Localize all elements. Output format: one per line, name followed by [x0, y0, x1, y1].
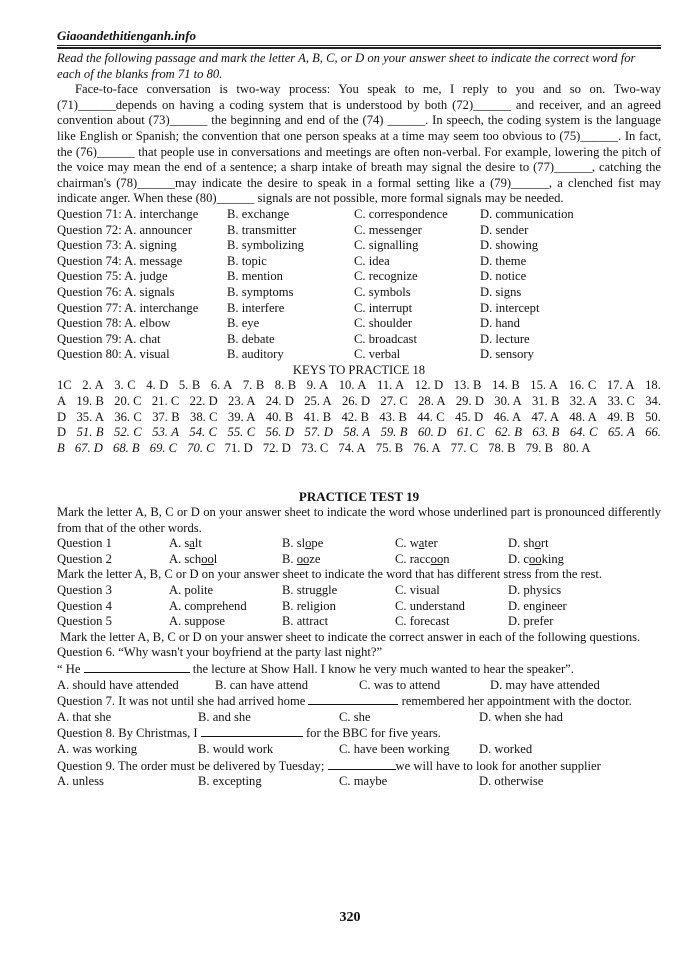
- option-b: B. debate: [227, 331, 275, 346]
- option-q: Question 80: A. visual: [57, 347, 170, 362]
- option-b: B. mention: [227, 269, 283, 284]
- correct-answer-instruction: Mark the letter A, B, C or D on your answer sheet to indicate the correct answer in each of the following questions.: [60, 629, 641, 644]
- key-item: 21. C: [151, 394, 180, 409]
- q9-options: [57, 774, 661, 790]
- key-item: 26. D: [341, 394, 371, 409]
- q9-blank: [328, 758, 396, 770]
- q6-blank: [84, 661, 190, 673]
- key-item: 68. B: [113, 440, 140, 455]
- q8-options: [57, 742, 661, 758]
- q6-option-d: D. may have attended: [490, 677, 600, 692]
- key-item: 16. C: [568, 378, 597, 393]
- key-item: 19. B: [76, 394, 104, 409]
- q7-option-d: D. when she had: [479, 709, 563, 724]
- option-a: A. salt: [169, 536, 202, 551]
- option-q: Question 71: A. interchange: [57, 206, 199, 221]
- stress-row: [57, 583, 661, 599]
- key-item: 27. C: [380, 394, 408, 409]
- reading-questions: [57, 207, 661, 363]
- q8-option-a: A. was working: [57, 741, 138, 756]
- key-item: 47. A: [531, 409, 559, 424]
- key-item: 51. B: [76, 425, 104, 440]
- document-page: [57, 28, 661, 790]
- q9-option-b: B. excepting: [198, 774, 262, 789]
- key-item: 55. C: [227, 425, 256, 440]
- key-item: 45. D: [455, 409, 484, 424]
- stress-instruction: Mark the letter A, B, C or D on your answer sheet to indicate the word that has different stress from the rest.: [57, 567, 603, 582]
- q8-option-d: D. worked: [479, 741, 533, 756]
- option-q: Question 75: A. judge: [57, 269, 168, 284]
- stress-row: [57, 614, 661, 630]
- key-item: 67. D: [74, 440, 103, 455]
- key-item: 25. A: [304, 394, 332, 409]
- key-item: 2. A: [82, 378, 104, 393]
- question-7: [57, 693, 661, 725]
- pronunciation-row: [57, 536, 661, 552]
- keys-title: KEYS TO PRACTICE 18: [292, 362, 426, 377]
- key-item: 57. D: [304, 425, 333, 440]
- option-d: D. sender: [480, 222, 529, 237]
- q7-option-b: B. and she: [198, 709, 251, 724]
- option-d: D. notice: [480, 269, 527, 284]
- option-d: D. short: [508, 536, 549, 551]
- q8-option-b: B. would work: [198, 741, 274, 756]
- option-q: Question 72: A. announcer: [57, 222, 193, 237]
- key-item: 24. D: [265, 394, 294, 409]
- key-item: 6. A: [210, 378, 233, 393]
- key-item: 44. C: [417, 409, 445, 424]
- key-item: 34. D: [57, 394, 661, 424]
- q9-sentence: Question 9. The order must be delivered by Tuesday; we will have to look for another supplier: [57, 758, 601, 773]
- option-b: B. eye: [227, 316, 260, 331]
- q7-options: [57, 710, 661, 726]
- key-item: 14. B: [492, 378, 520, 393]
- option-c: C. raccoon: [395, 551, 450, 566]
- key-item: 42. B: [341, 409, 369, 424]
- option-b: B. attract: [282, 614, 329, 629]
- key-item: 35. A: [76, 409, 104, 424]
- option-a: A. polite: [169, 583, 214, 597]
- option-d: D. prefer: [508, 614, 554, 629]
- option-d: D. signs: [480, 284, 522, 299]
- option-a: A. school: [169, 551, 218, 566]
- key-item: 78. B: [488, 440, 516, 455]
- pronunciation-questions: [57, 536, 661, 567]
- question-label: Question 1: [57, 536, 112, 551]
- reading-question-row: [57, 347, 661, 363]
- key-item: 53. A: [152, 425, 179, 440]
- key-item: 40. B: [265, 409, 294, 424]
- option-c: C. water: [395, 536, 438, 551]
- option-c: C. interrupt: [354, 300, 413, 315]
- key-item: 8. B: [274, 378, 297, 393]
- key-item: 73. C: [300, 440, 329, 455]
- option-b: B. interfere: [227, 300, 285, 315]
- key-item: 17. A: [606, 378, 635, 393]
- q9-option-d: D. otherwise: [479, 774, 544, 789]
- key-item: 75. B: [375, 440, 404, 455]
- option-d: D. communication: [480, 206, 574, 221]
- key-item: 4. D: [146, 378, 169, 393]
- key-item: 9. A: [306, 378, 329, 393]
- option-d: D. engineer: [508, 598, 567, 613]
- option-d: D. cooking: [508, 551, 564, 566]
- option-d: D. physics: [508, 583, 562, 597]
- q7-option-a: A. that she: [57, 709, 112, 724]
- option-c: C. idea: [354, 253, 390, 268]
- key-item: 61. C: [456, 425, 485, 440]
- key-item: 31. B: [532, 394, 560, 409]
- option-q: Question 77: A. interchange: [57, 300, 199, 315]
- option-q: Question 73: A. signing: [57, 238, 177, 253]
- option-b: B. symptoms: [227, 284, 294, 299]
- question-label: Question 2: [57, 551, 112, 566]
- test-title: PRACTICE TEST 19: [298, 489, 420, 505]
- key-item: 80. A: [563, 440, 591, 455]
- option-c: C. correspondence: [354, 206, 448, 221]
- q7-sentence: Question 7. It was not until she had arrived home remembered her appointment with the doctor.: [57, 694, 632, 709]
- reading-instruction: Read the following passage and mark the letter A, B, C, or D on your answer sheet to indicate the correct word for each of the blanks from 71 to 80.: [57, 51, 636, 81]
- option-d: D. intercept: [480, 300, 540, 315]
- key-item: 36. C: [114, 409, 142, 424]
- reading-question-row: [57, 316, 661, 332]
- site-header: Giaoandethitienganh.info: [57, 28, 197, 43]
- option-c: C. symbols: [354, 284, 411, 299]
- key-item: 71. D: [224, 440, 253, 455]
- q7-option-c: C. she: [339, 709, 371, 724]
- key-item: 23. A: [228, 394, 256, 409]
- reading-question-row: [57, 285, 661, 301]
- key-item: 10. A: [338, 378, 367, 393]
- question-label: Question 5: [57, 614, 112, 629]
- reading-passage: [57, 82, 661, 207]
- q8-sentence: Question 8. By Christmas, I for the BBC for five years.: [57, 726, 441, 741]
- option-c: C. understand: [395, 598, 465, 613]
- question-6: [57, 645, 661, 693]
- option-b: B. symbolizing: [227, 238, 304, 253]
- option-c: C. forecast: [395, 614, 450, 629]
- question-9: [57, 758, 661, 790]
- option-d: D. showing: [480, 238, 539, 253]
- option-a: A. comprehend: [169, 598, 247, 613]
- key-item: 11. A: [376, 378, 405, 393]
- key-item: 58. A: [343, 425, 371, 440]
- option-c: C. signalling: [354, 238, 419, 253]
- option-b: B. exchange: [227, 206, 290, 221]
- key-item: 79. B: [525, 440, 553, 455]
- key-item: 30. A: [494, 394, 522, 409]
- option-c: C. messenger: [354, 222, 422, 237]
- stress-questions: [57, 583, 661, 630]
- q8-blank: [201, 725, 303, 737]
- reading-question-row: [57, 207, 661, 223]
- q6-options: [57, 678, 661, 694]
- key-item: 15. A: [530, 378, 558, 393]
- key-item: 56. D: [265, 425, 295, 440]
- key-item: 70. C: [187, 440, 215, 455]
- option-b: B. transmitter: [227, 222, 297, 237]
- key-item: 39. A: [227, 409, 256, 424]
- reading-question-row: [57, 269, 661, 285]
- option-b: B. struggle: [282, 583, 338, 597]
- key-item: 33. C: [607, 394, 635, 409]
- question-label: Question 3: [57, 583, 112, 597]
- key-item: 63. B: [532, 425, 560, 440]
- key-item: 5. B: [178, 378, 201, 393]
- option-b: B. ooze: [282, 551, 321, 566]
- key-item: 49. B: [607, 409, 635, 424]
- key-item: 29. D: [455, 394, 484, 409]
- stress-row: [57, 599, 661, 615]
- option-b: B. auditory: [227, 347, 284, 362]
- key-item: 69. C: [149, 440, 178, 455]
- option-a: A. suppose: [169, 614, 225, 629]
- option-c: C. shoulder: [354, 316, 413, 331]
- key-item: 60. D: [418, 425, 447, 440]
- key-item: 3. C: [114, 378, 136, 393]
- keys-list: [57, 378, 661, 456]
- key-item: 7. B: [242, 378, 265, 393]
- question-8: [57, 725, 661, 757]
- key-item: 74. A: [338, 440, 366, 455]
- q6-sentence: “ He the lecture at Show Hall. I know he very much wanted to hear the speaker”.: [57, 661, 574, 676]
- key-item: 13. B: [453, 378, 482, 393]
- option-b: B. topic: [227, 253, 267, 268]
- option-d: D. lecture: [480, 331, 530, 346]
- key-item: 72. D: [262, 440, 291, 455]
- question-label: Question 4: [57, 598, 112, 613]
- option-q: Question 79: A. chat: [57, 331, 161, 346]
- key-item: 12. D: [414, 378, 444, 393]
- option-d: D. hand: [480, 316, 520, 331]
- option-q: Question 76: A. signals: [57, 284, 175, 299]
- reading-question-row: [57, 238, 661, 254]
- reading-question-row: [57, 301, 661, 317]
- key-item: 54. C: [189, 425, 218, 440]
- key-item: 52. C: [114, 425, 142, 440]
- reading-question-row: [57, 332, 661, 348]
- passage-text: Face-to-face conversation is two-way process: You speak to me, I reply to you and so on. Two-way (71)______depends on having a coding system that is understood by both (72)______ and receiver, and an agreed convention about (73)______ the beginning and end of the (74) ______. In speech, the coding system is the language like English or Spanish; the convention that one person speaks at a time may seem too obvious to (75)______. In fact, the (76)______ that people use in conversations and meetings are often non-verbal. For example, lowering the pitch of the voice may mean the end of a sentence; a sharp intake of breath may signal the desire to (77)______, catching the chairman's (78)______may indicate the desire to speak in a formal setting like a (79)______, a clenched fist may indicate anger. When these (80)______ signals are not possible, more formal signals may be needed.: [57, 82, 661, 206]
- page-number: 320: [339, 910, 361, 925]
- key-item: 62. B: [494, 425, 522, 440]
- key-item: 22. D: [189, 394, 218, 409]
- key-item: 37. B: [152, 409, 180, 424]
- option-b: B. religion: [282, 598, 336, 613]
- q6-option-c: C. was to attend: [359, 677, 441, 692]
- key-item: 46. A: [493, 409, 522, 424]
- option-c: C. broadcast: [354, 331, 417, 346]
- key-item: 1C: [57, 378, 72, 393]
- option-c: C. recognize: [354, 269, 418, 284]
- header-rule: [57, 45, 661, 49]
- option-d: D. sensory: [480, 347, 534, 362]
- reading-question-row: [57, 223, 661, 239]
- key-item: 65. A: [608, 425, 635, 440]
- reading-question-row: [57, 254, 661, 270]
- q9-option-c: C. maybe: [339, 774, 388, 789]
- key-item: 38. C: [190, 409, 218, 424]
- q6-stem: Question 6. “Why wasn't your boyfriend at the party last night?”: [57, 645, 383, 660]
- key-item: 59. B: [380, 425, 408, 440]
- key-item: 66. B: [57, 425, 661, 455]
- q8-option-c: C. have been working: [339, 741, 450, 756]
- key-item: 48. A: [569, 409, 597, 424]
- option-c: C. verbal: [354, 347, 401, 362]
- option-q: Question 78: A. elbow: [57, 316, 171, 331]
- q6-option-b: B. can have attend: [215, 677, 309, 692]
- q9-option-a: A. unless: [57, 774, 104, 789]
- option-c: C. visual: [395, 583, 440, 597]
- key-item: 77. C: [450, 440, 479, 455]
- key-item: 41. B: [303, 409, 332, 424]
- key-item: 32. A: [569, 394, 598, 409]
- pronunciation-instruction: Mark the letter A, B, C or D on your answer sheet to indicate the word whose underlined part is pronounced differently from that of the other words.: [57, 505, 661, 535]
- option-d: D. theme: [480, 253, 527, 268]
- pronunciation-row: [57, 552, 661, 568]
- option-b: B. slope: [282, 536, 324, 551]
- key-item: 18. A: [57, 378, 661, 409]
- key-item: 76. A: [413, 440, 441, 455]
- key-item: 50. D: [57, 409, 661, 440]
- key-item: 20. C: [114, 394, 142, 409]
- option-q: Question 74: A. message: [57, 253, 183, 268]
- key-item: 43. B: [379, 409, 407, 424]
- key-item: 28. A: [418, 394, 446, 409]
- key-item: 64. C: [569, 425, 598, 440]
- q6-option-a: A. should have attended: [57, 677, 179, 692]
- q7-blank: [308, 693, 398, 705]
